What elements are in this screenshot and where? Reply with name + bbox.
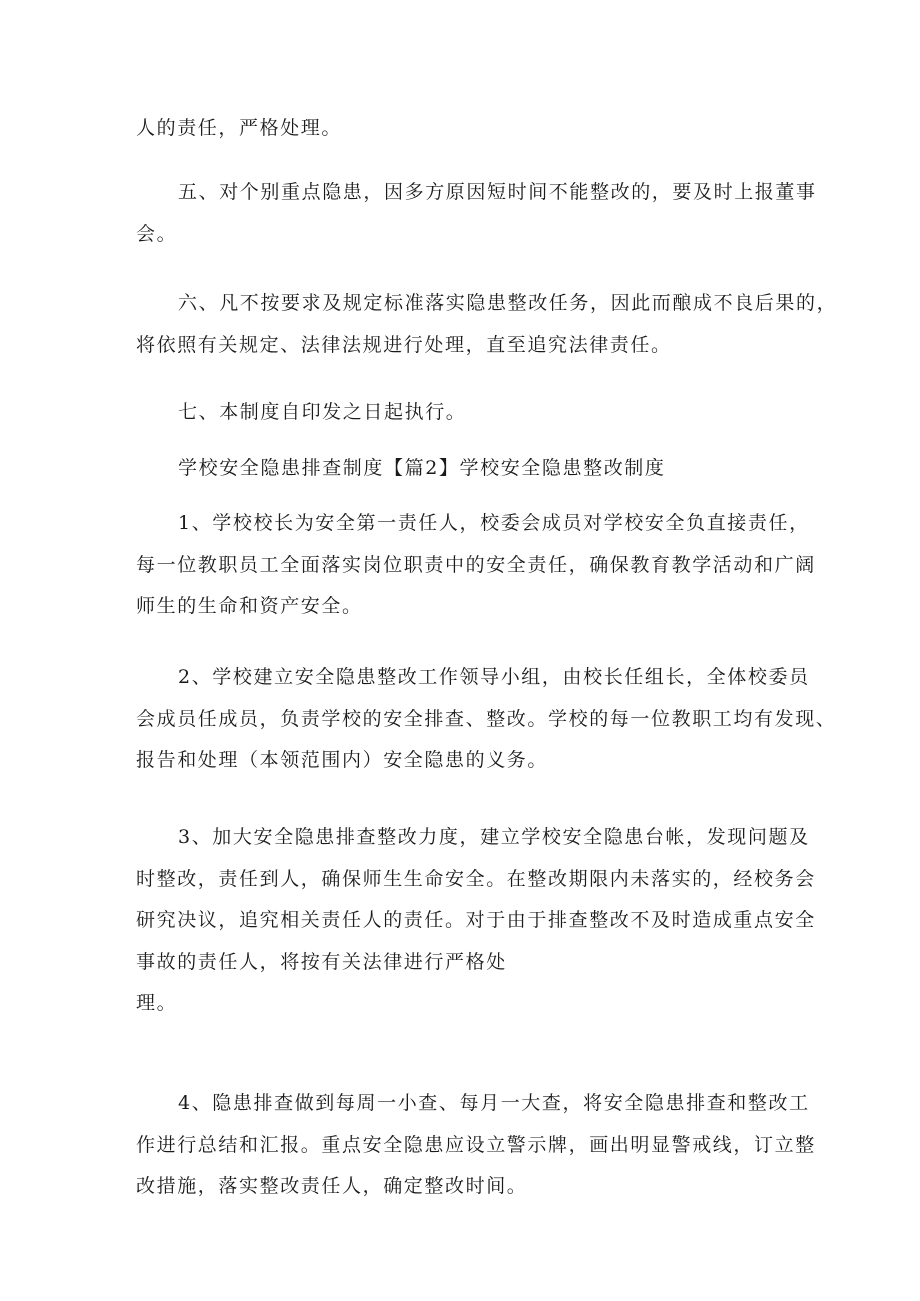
text-line: 2、学校建立安全隐患整改工作领导小组，由校长任组长，全体校委员 — [178, 666, 810, 688]
text-line: 作进行总结和汇报。重点安全隐患应设立警示牌，画出明显警戒线，订立整 — [136, 1133, 816, 1156]
text-line: 1、学校校长为安全第一责任人，校委会成员对学校安全负直接责任， — [178, 512, 810, 534]
text-line: 改措施，落实整改责任人，确定整改时间。 — [136, 1175, 528, 1197]
paragraph — [136, 1083, 816, 1208]
paragraph — [136, 172, 817, 255]
paragraph — [136, 448, 796, 490]
text-line: 会。 — [136, 222, 178, 245]
paragraph — [136, 817, 816, 1025]
text-line: 人的责任，严格处理。 — [136, 117, 343, 139]
paragraph — [136, 657, 837, 782]
paragraph — [136, 392, 796, 434]
text-line: 五、对个别重点隐患，因多方原因短时间不能整改的，要及时上报董事 — [178, 181, 817, 203]
text-line: 将依照有关规定、法律法规进行处理，直至追究法律责任。 — [136, 333, 672, 356]
paragraph — [136, 108, 796, 150]
text-line: 理。 — [136, 992, 178, 1014]
document-subheading: 学校安全隐患排查制度【篇2】学校安全隐患整改制度 — [178, 457, 666, 479]
text-line: 研究决议，追究相关责任人的责任。对于由于排查整改不及时造成重点安全 — [136, 909, 816, 931]
text-line: 事故的责任人，将按有关法律进行严格处 — [136, 950, 507, 973]
text-line: 时整改，责任到人，确保师生生命安全。在整改期限内未落实的，经校务会 — [136, 867, 816, 890]
text-line: 六、凡不按要求及规定标准落实隐患整改任务，因此而酿成不良后果的， — [178, 292, 838, 314]
text-line: 七、本制度自印发之日起执行。 — [178, 401, 467, 423]
paragraph — [136, 283, 838, 366]
paragraph — [136, 503, 816, 628]
text-line: 每一位教职员工全面落实岗位职责中的安全责任，确保教育教学活动和广阔 — [136, 553, 816, 576]
text-line: 报告和处理（本领范围内）安全隐患的义务。 — [136, 749, 549, 771]
text-line: 3、加大安全隐患排查整改力度，建立学校安全隐患台帐，发现问题及 — [178, 826, 810, 848]
text-line: 4、隐患排查做到每周一小查、每月一大查，将安全隐患排查和整改工 — [178, 1092, 810, 1114]
text-line: 师生的生命和资产安全。 — [136, 595, 363, 617]
text-line: 会成员任成员，负责学校的安全排查、整改。学校的每一位教职工均有发现、 — [136, 707, 837, 730]
